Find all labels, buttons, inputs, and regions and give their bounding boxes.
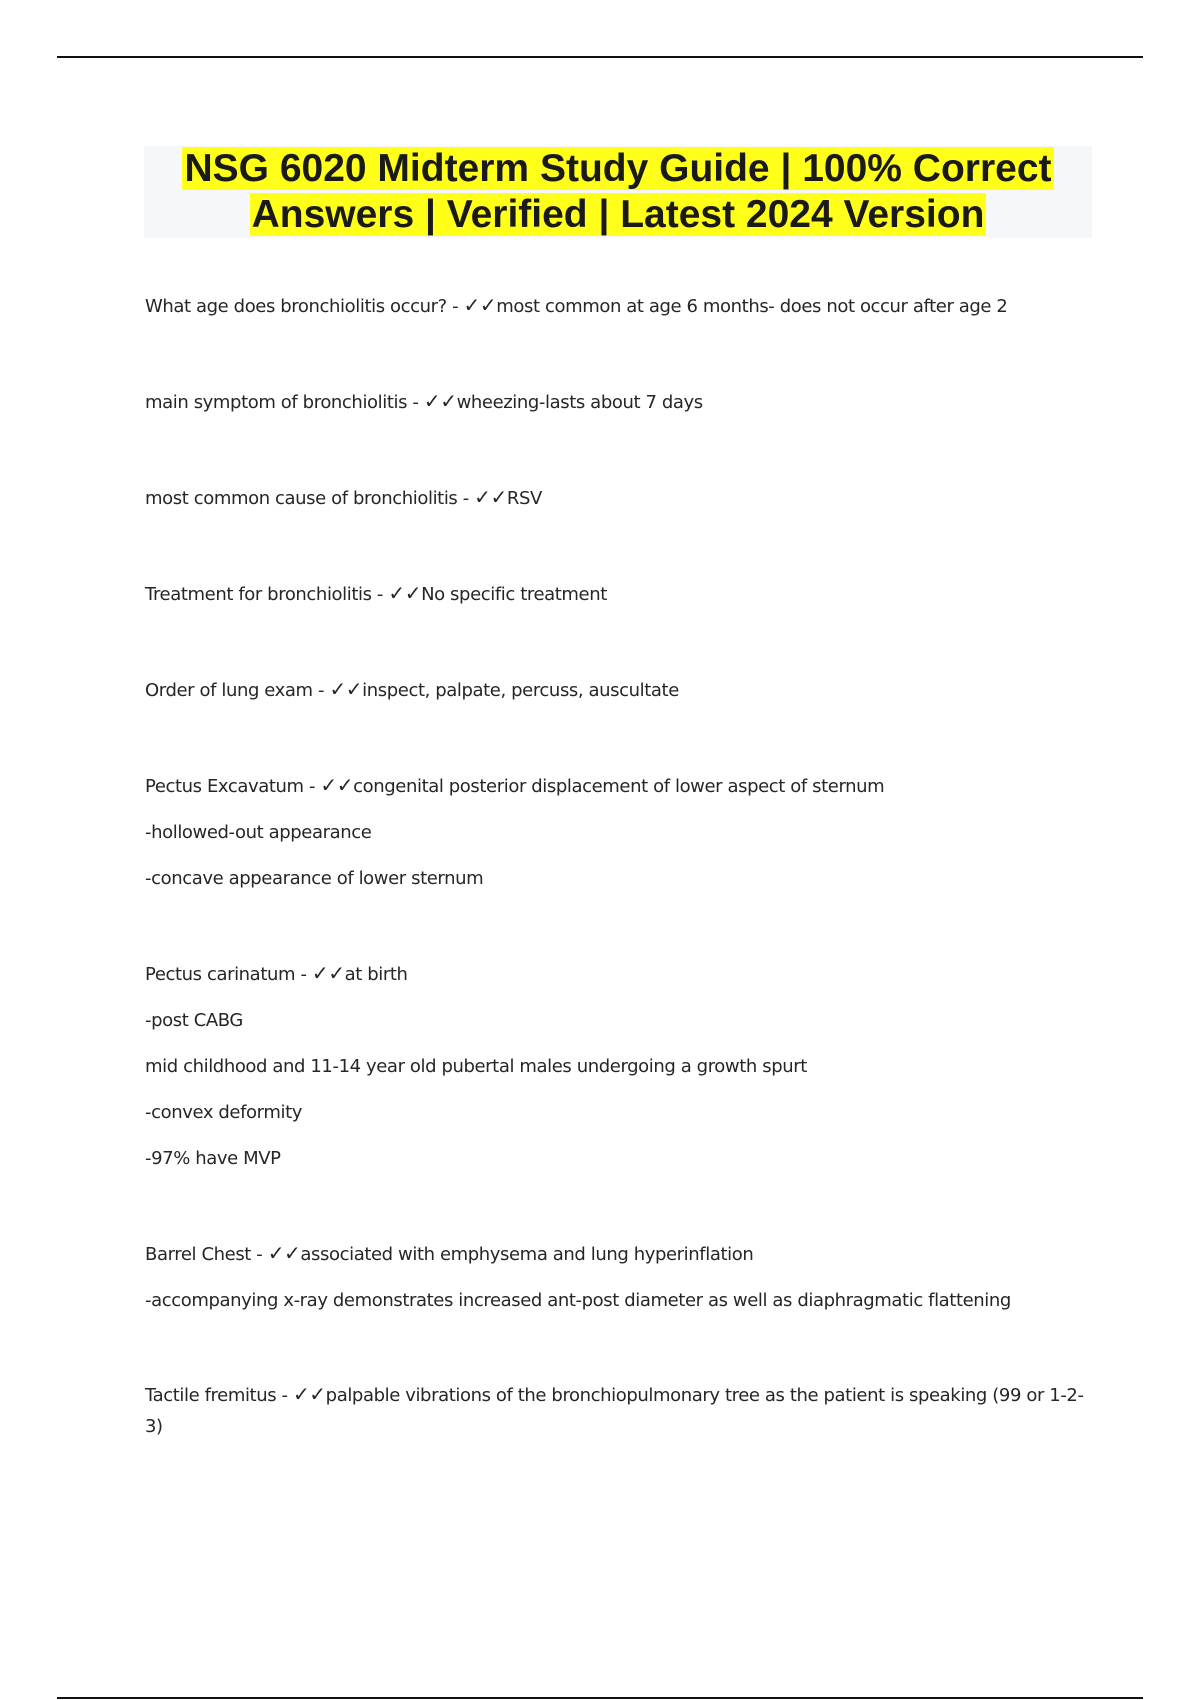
detail-line: -hollowed-out appearance bbox=[145, 822, 372, 843]
detail-line: -97% have MVP bbox=[145, 1148, 281, 1169]
qa-entry bbox=[145, 1372, 1095, 1442]
answer-text: most common at age 6 months- does not occur after age 2 bbox=[496, 296, 1008, 317]
detail-line: -post CABG bbox=[145, 1010, 243, 1031]
qa-line bbox=[145, 378, 1095, 426]
qa-line bbox=[145, 666, 1095, 714]
separator: - bbox=[276, 1385, 293, 1406]
separator: - bbox=[407, 392, 424, 413]
qa-line bbox=[145, 1372, 1095, 1442]
double-check-icon: ✓✓ bbox=[474, 485, 507, 509]
question-text: Pectus carinatum bbox=[145, 964, 296, 985]
qa-entry bbox=[145, 474, 1095, 522]
double-check-icon: ✓✓ bbox=[463, 293, 497, 317]
question-text: Pectus Excavatum bbox=[145, 776, 304, 797]
double-check-icon: ✓✓ bbox=[311, 961, 345, 985]
question-text: Treatment for bronchiolitis bbox=[145, 584, 372, 605]
qa-line bbox=[145, 762, 1095, 810]
title-line-2-text: Answers | Verified | Latest 2024 Version bbox=[251, 193, 985, 236]
title-line-2 bbox=[144, 192, 1092, 238]
qa-entry bbox=[145, 950, 1095, 1182]
double-check-icon: ✓✓ bbox=[388, 581, 422, 605]
question-text: What age does bronchiolitis occur? bbox=[145, 296, 447, 317]
answer-text: No specific treatment bbox=[421, 584, 607, 605]
title-line-1-text: NSG 6020 Midterm Study Guide | 100% Correct bbox=[184, 147, 1052, 190]
qa-entry bbox=[145, 762, 1095, 902]
question-text: most common cause of bronchiolitis bbox=[145, 488, 458, 509]
qa-line bbox=[145, 1230, 1095, 1278]
answer-text: congenital posterior displacement of lower aspect of sternum bbox=[353, 776, 885, 797]
detail-line: -accompanying x-ray demonstrates increased ant-post diameter as well as diaphragmatic flattening bbox=[145, 1290, 1011, 1311]
double-check-icon: ✓✓ bbox=[292, 1382, 326, 1406]
title-line-1 bbox=[144, 146, 1092, 192]
detail-line: -concave appearance of lower sternum bbox=[145, 868, 484, 889]
qa-line bbox=[145, 474, 1095, 522]
qa-entry bbox=[145, 378, 1095, 426]
double-check-icon: ✓✓ bbox=[329, 677, 363, 701]
question-text: Order of lung exam bbox=[145, 680, 313, 701]
answer-text: associated with emphysema and lung hyperinflation bbox=[300, 1244, 754, 1265]
question-text: main symptom of bronchiolitis bbox=[145, 392, 408, 413]
separator: - bbox=[303, 776, 321, 797]
answer-text: RSV bbox=[506, 488, 542, 509]
top-rule bbox=[57, 56, 1143, 58]
double-check-icon: ✓✓ bbox=[320, 773, 354, 797]
double-check-icon: ✓✓ bbox=[267, 1241, 301, 1265]
detail-line: -convex deformity bbox=[145, 1102, 302, 1123]
separator: - bbox=[295, 964, 312, 985]
separator: - bbox=[312, 680, 330, 701]
answer-text: inspect, palpate, percuss, auscultate bbox=[362, 680, 679, 701]
qa-line bbox=[145, 950, 1095, 998]
bottom-rule bbox=[57, 1697, 1143, 1699]
separator: - bbox=[457, 488, 475, 509]
qa-entry bbox=[145, 1230, 1095, 1324]
qa-entry bbox=[145, 282, 1095, 330]
question-text: Tactile fremitus bbox=[145, 1385, 277, 1406]
question-text: Barrel Chest bbox=[145, 1244, 251, 1265]
separator: - bbox=[446, 296, 464, 317]
qa-entry bbox=[145, 570, 1095, 618]
double-check-icon: ✓✓ bbox=[423, 389, 457, 413]
title-banner bbox=[144, 146, 1092, 238]
answer-text: palpable vibrations of the bronchiopulmonary tree as the patient is speaking (99 or 1-2-3) bbox=[145, 1385, 1084, 1437]
answer-text: at birth bbox=[344, 964, 408, 985]
separator: - bbox=[371, 584, 389, 605]
separator: - bbox=[250, 1244, 268, 1265]
qa-line bbox=[145, 282, 1095, 330]
answer-text: wheezing-lasts about 7 days bbox=[456, 392, 703, 413]
detail-line: mid childhood and 11-14 year old pubertal males undergoing a growth spurt bbox=[145, 1056, 807, 1077]
study-guide-content bbox=[145, 282, 1095, 1490]
qa-line bbox=[145, 570, 1095, 618]
qa-entry bbox=[145, 666, 1095, 714]
